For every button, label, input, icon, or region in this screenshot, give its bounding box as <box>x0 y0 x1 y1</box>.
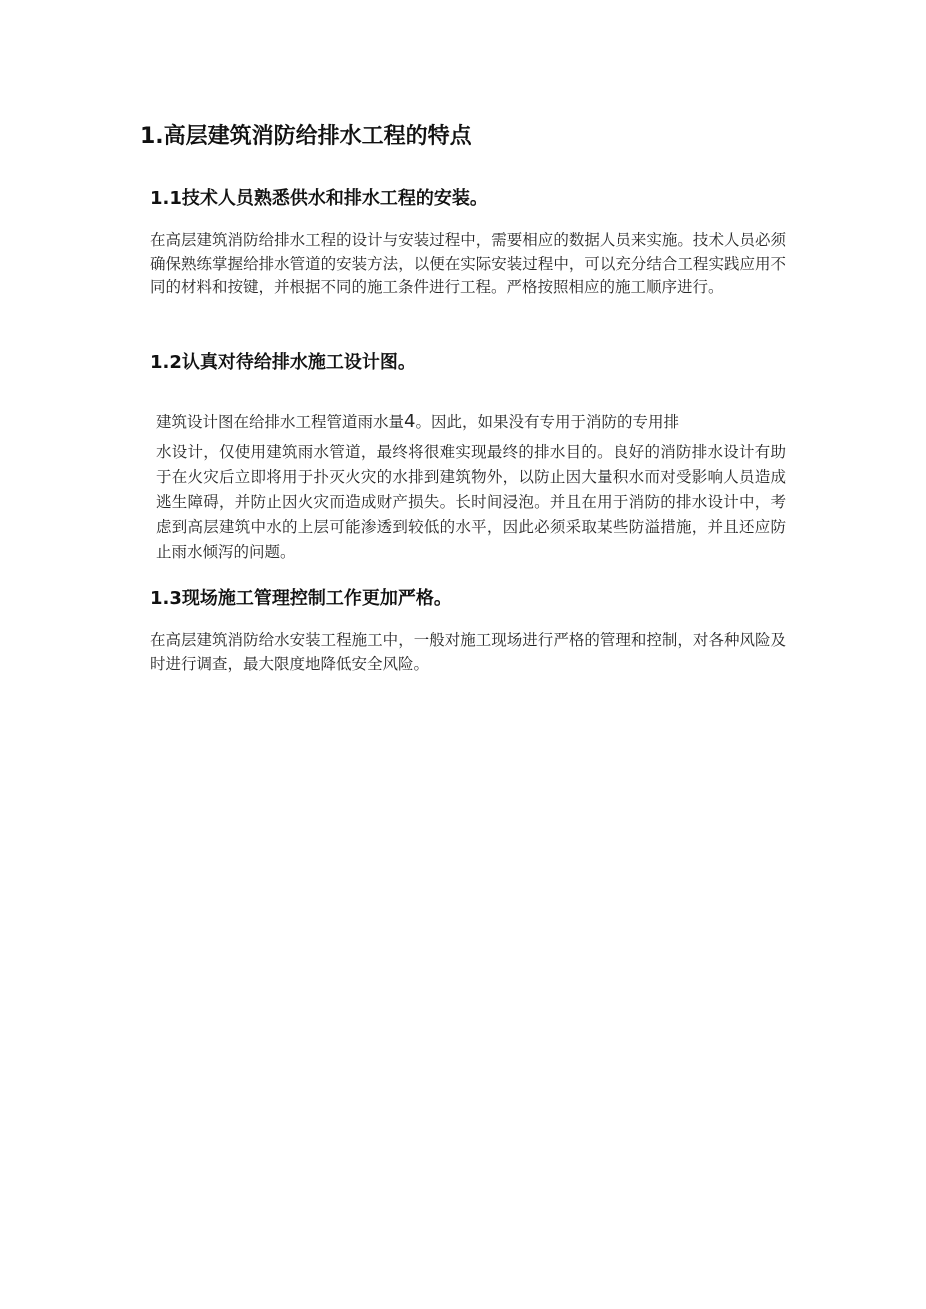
section-heading-1-1: 1.1技术人员熟悉供水和排水工程的安装。 <box>150 188 488 209</box>
section-body-1-2 <box>156 409 786 565</box>
section-heading-1-3: 1.3现场施工管理控制工作更加严格。 <box>150 588 452 609</box>
section-body-1-2-lead-end: 。因此，如果没有专用于消防的专用排 <box>415 413 679 431</box>
section-body-1-2-rest: 水设计，仅使用建筑雨水管道，最终将很难实现最终的排水目的。良好的消防排水设计有助于在火灾后立即将用于扑灭火灾的水排到建筑物外，以防止因大量积水而对受影响人员造成逃生障碍，并防止因火灾而造成财产损失。长时间浸泡。并且在用于消防的排水设计中，考虑到高层建筑中水的上层可能渗透到较低的水平，因此必须采取某些防溢措施，并且还应防止雨水倾泻的问题。 <box>156 443 786 561</box>
document-title: 1.高层建筑消防给排水工程的特点 <box>140 124 472 149</box>
section-body-1-2-number: 4 <box>404 411 416 432</box>
section-heading-1-2: 1.2认真对待给排水施工设计图。 <box>150 352 416 373</box>
section-body-1-2-first-line <box>156 409 786 440</box>
section-body-1-2-lead: 建筑设计图在给排水工程管道雨水量 <box>156 413 405 431</box>
section-body-1-3: 在高层建筑消防给水安装工程施工中，一般对施工现场进行严格的管理和控制，对各种风险及时进行调查，最大限度地降低安全风险。 <box>150 631 786 673</box>
section-body-1-1: 在高层建筑消防给排水工程的设计与安装过程中，需要相应的数据人员来实施。技术人员必须确保熟练掌握给排水管道的安装方法，以便在实际安装过程中，可以充分结合工程实践应用不同的材料和按键，并根据不同的施工条件进行工程。严格按照相应的施工顺序进行。 <box>150 231 786 296</box>
